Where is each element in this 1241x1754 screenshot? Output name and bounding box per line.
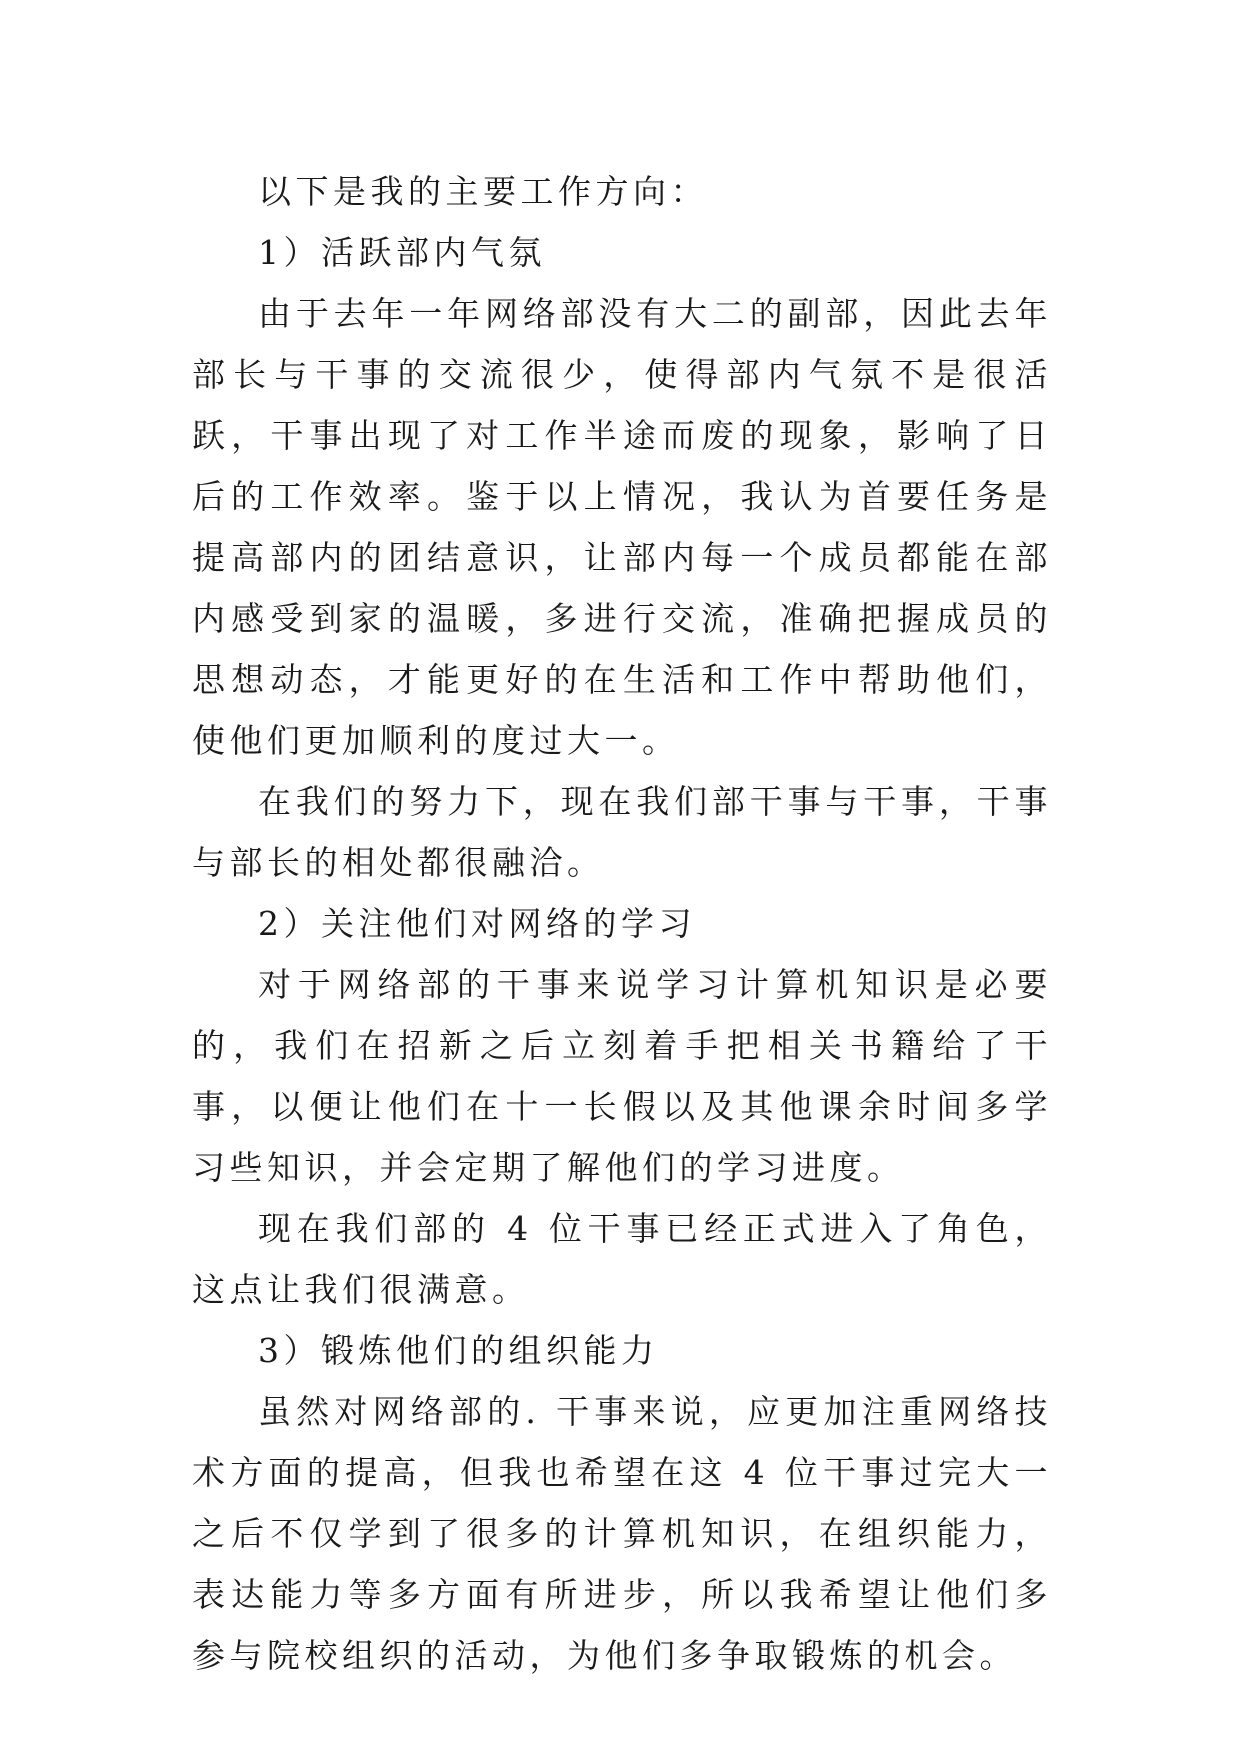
heading-section-3: 3）锻炼他们的组织能力 <box>258 1331 659 1370</box>
heading-section-1: 1）活跃部内气氛 <box>258 233 546 272</box>
paragraph-section-2-body: 对于网络部的干事来说学习计算机知识是必要的，我们在招新之后立刻着手把相关书籍给了干事，以便让他们在十一长假以及其他课余时间多学习些知识，并会定期了解他们的学习进度。 <box>192 965 1052 1187</box>
paragraph-intro: 以下是我的主要工作方向： <box>258 172 708 211</box>
paragraph-section-2-result: 现在我们部的 4 位干事已经正式进入了角色，这点让我们很满意。 <box>192 1209 1052 1309</box>
paragraph-section-1-body: 由于去年一年网络部没有大二的副部，因此去年部长与干事的交流很少，使得部内气氛不是很活跃，干事出现了对工作半途而废的现象，影响了日后的工作效率。鉴于以上情况，我认为首要任务是提高部内的团结意识，让部内每一个成员都能在部内感受到家的温暖，多进行交流，准确把握成员的思想动态，才能更好的在生活和工作中帮助他们，使他们更加顺利的度过大一。 <box>192 294 1052 760</box>
document-body <box>192 161 1052 1686</box>
paragraph-section-1-result: 在我们的努力下，现在我们部干事与干事，干事与部长的相处都很融洽。 <box>192 782 1052 882</box>
heading-section-2: 2）关注他们对网络的学习 <box>258 904 696 943</box>
paragraph-section-3-body: 虽然对网络部的. 干事来说，应更加注重网络技术方面的提高，但我也希望在这 4 位干事过完大一之后不仅学到了很多的计算机知识，在组织能力，表达能力等多方面有所进步，所以我希望让他们多参与院校组织的活动，为他们多争取锻炼的机会。 <box>192 1392 1052 1675</box>
